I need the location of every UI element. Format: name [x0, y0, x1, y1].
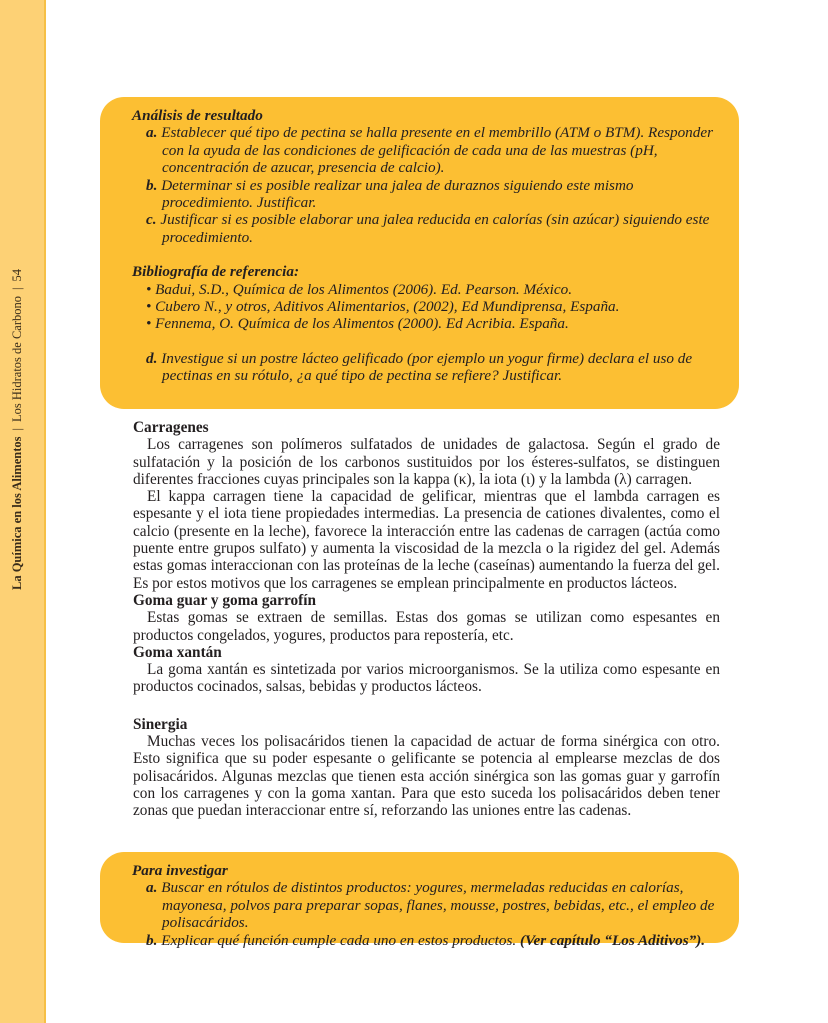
paragraph: Muchas veces los polisacáridos tienen la capacidad de actuar de forma sinérgica con otro. Esto significa que su poder espesante o gelificante se potencia al emplearse mezclas de dos polisacáridos. Algunas mezclas que tienen esta acción sinérgica son las gomas guar y garrofín con los carragenes y con la goma xantan. Para que esto suceda los polisacáridos deben tener zonas que puedan interaccionar entre sí, reforzando las uniones entre las cadenas. — [133, 733, 720, 820]
chapter-title: Los Hidratos de Carbono — [10, 295, 24, 422]
item-text: Determinar si es posible realizar una jalea de duraznos siguiendo este mismo procedimiento. Justificar. — [161, 176, 634, 212]
paragraph: Los carragenes son polímeros sulfatados de unidades de galactosa. Según el grado de sulfatación y la posición de los carbonos sustituidos por los ésteres-sulfatos, se distinguen diferentes fracciones cuyas principales son la kappa (κ), la iota (ι) y la lambda (λ) carragen. — [133, 436, 720, 488]
analysis-title: Análisis de resultado — [132, 107, 263, 124]
chapter-reference: (Ver capítulo “Los Aditivos”). — [520, 931, 706, 949]
bibliography-entry: • Badui, S.D., Química de los Alimentos (2006). Ed. Pearson. México. — [146, 280, 572, 298]
section-heading: Sinergia — [133, 715, 188, 733]
running-header — [10, 269, 25, 590]
item-label: b. — [146, 176, 158, 194]
investigate-box — [100, 852, 739, 949]
item-text: Buscar en rótulos de distintos productos: yogures, mermeladas reducidas en calorías, mayonesa, polvos para preparar sopas, flanes, mousse, postres, bebidas, etc., el empleo de polisacáridos. — [161, 879, 715, 932]
section-heading: Carragenes — [133, 419, 209, 436]
section-heading: Goma xantán — [133, 643, 222, 661]
list-item — [132, 124, 739, 176]
item-label: a. — [146, 879, 158, 897]
book-title: La Química en los Alimentos — [10, 436, 24, 590]
investigate-title: Para investigar — [132, 862, 228, 879]
bibliography-title: Bibliografía de referencia: — [132, 263, 300, 281]
item-label: b. — [146, 931, 158, 949]
item-text: Establecer qué tipo de pectina se halla presente en el membrillo (ATM o BTM). Responder con la ayuda de las condiciones de gelificación de cada una de las muestras (pH, concentración de azucar, presencia de calcio). — [161, 124, 714, 177]
separator: | — [10, 428, 24, 431]
item-text: Justificar si es posible elaborar una jalea reducida en calorías (sin azúcar) siguiendo este procedimiento. — [160, 211, 710, 246]
item-text: Explicar qué función cumple cada uno en estos productos. — [161, 931, 517, 949]
item-label: d. — [146, 349, 158, 367]
bibliography-entry: • Cubero N., y otros, Aditivos Alimentarios, (2002), Ed Mundiprensa, España. — [146, 298, 620, 316]
item-text: Investigue si un postre lácteo gelificado (por ejemplo un yogur firme) declara el uso de pectinas en su rótulo, ¿a qué tipo de pectina se refiere? Justificar. — [161, 349, 693, 385]
paragraph: La goma xantán es sintetizada por varios microorganismos. Se la utiliza como espesante en productos cocinados, salsas, bebidas y productos lácteos. — [133, 661, 720, 696]
list-item — [132, 211, 739, 246]
side-margin — [0, 0, 46, 1023]
section-heading: Goma guar y goma garrofín — [133, 591, 316, 609]
bibliography-entry: • Fennema, O. Química de los Alimentos (2000). Ed Acribia. España. — [146, 315, 569, 333]
list-item — [132, 177, 739, 212]
analysis-box — [100, 97, 739, 409]
body-text — [133, 419, 720, 820]
list-item — [132, 350, 739, 385]
paragraph: El kappa carragen tiene la capacidad de gelificar, mientras que el lambda carragen es espesante y el iota tiene propiedades intermedias. La presencia de cationes divalentes, como el calcio (presente en la leche), favorece la interacción entre las cadenas de carragen (actúa como puente entre grupos sulfato) y aumenta la viscosidad de la mezcla o la rigidez del gel. Además estas gomas interaccionan con las proteínas de la leche (caseínas) aumentando la fuerza del gel. Es por estos motivos que los carragenes se emplean principalmente en productos lácteos. — [133, 488, 720, 592]
list-item — [132, 932, 739, 949]
item-label: c. — [146, 211, 157, 229]
list-item — [132, 879, 739, 931]
separator: | — [10, 287, 24, 290]
page-number: 54 — [10, 268, 24, 282]
item-label: a. — [146, 124, 158, 142]
paragraph: Estas gomas se extraen de semillas. Estas dos gomas se utilizan como espesantes en productos congelados, yogures, productos para repostería, etc. — [133, 609, 720, 644]
